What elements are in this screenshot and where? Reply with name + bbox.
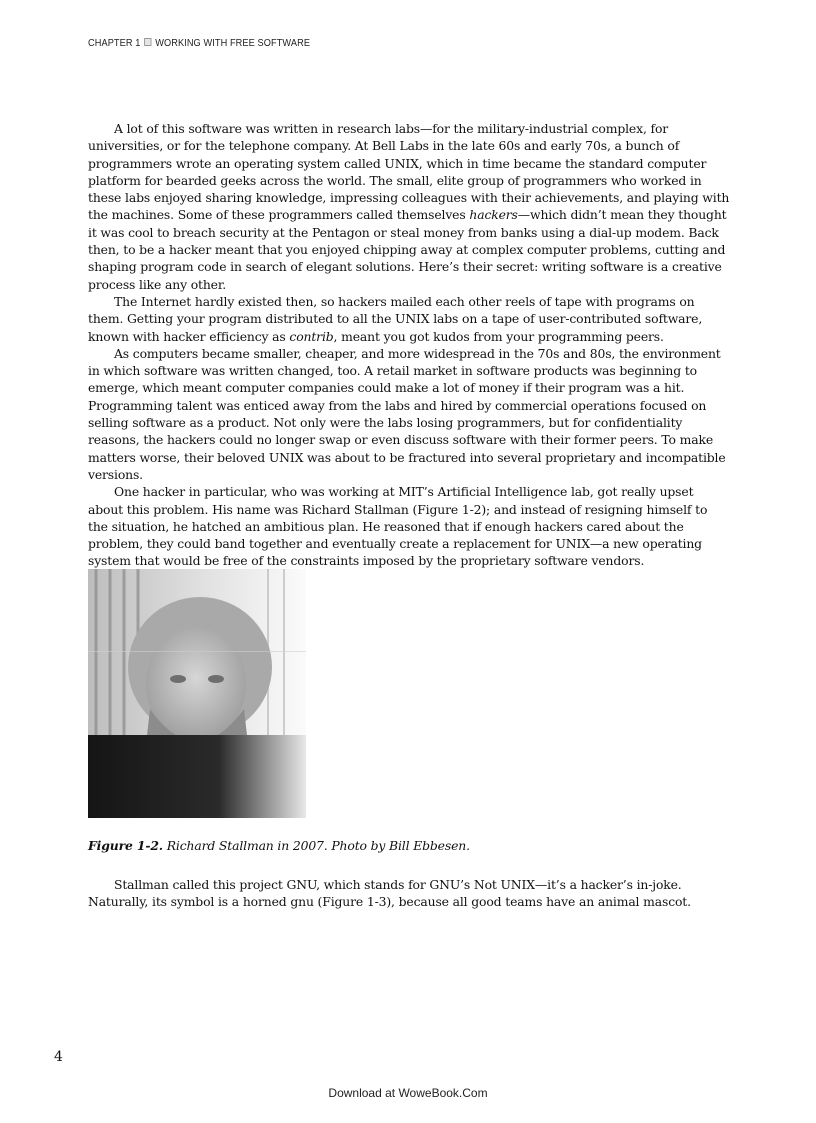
stallman-photo [88, 569, 306, 818]
paragraph-5: Stallman called this project GNU, which stands for GNU’s Not UNIX—it’s a hacker’s in-joke. Naturally, its symbol is a horned gnu (Figure 1-3), because all good teams have an animal mascot. [88, 877, 691, 910]
paragraph-4: One hacker in particular, who was working at MIT’s Artificial Intelligence lab, got really upset about this problem. His name was Richard Stallman (Figure 1-2); and instead of resigning himself to the situation, he hatched an ambitious plan. He reasoned that if enough hackers cared about the problem, they could band together and eventually create a replacement for UNIX—a new operating system that would be free of the constraints imposed by the proprietary software vendors. [88, 484, 708, 569]
chapter-label: CHAPTER 1 [88, 38, 141, 49]
body-text [88, 120, 730, 570]
portrait-illustration [88, 569, 306, 818]
paragraph-3: As computers became smaller, cheaper, and more widespread in the 70s and 80s, the environment in which software was written changed, too. A retail market in software products was beginning to emerge, which meant computer companies could make a lot of money if their program was a hit. Programming talent was enticed away from the labs and hired by commercial operations focused on selling software as a product. Not only were the labs losing programmers, but for confidentiality reasons, the hackers could no longer swap or even discuss software with their former peers. To make matters worse, their beloved UNIX was about to be fractured into several proprietary and incompatible versions. [88, 345, 726, 482]
body-text-continued [88, 876, 730, 911]
figure-caption-text: Richard Stallman in 2007. Photo by Bill Ebbesen. [162, 838, 470, 853]
paragraph-2: The Internet hardly existed then, so hackers mailed each other reels of tape with programs on them. Getting your program distributed to all the UNIX labs on a tape of user-contributed software, known with hacker efficiency as contrib, meant you got kudos from your programming peers. [88, 293, 703, 344]
chapter-title: WORKING WITH FREE SOFTWARE [155, 38, 311, 49]
download-footer: Download at WoweBook.Com [328, 1086, 488, 1100]
separator-square-icon [144, 38, 151, 46]
emphasis-contrib: contrib [289, 328, 334, 344]
figure-caption [88, 838, 470, 853]
emphasis-hackers: hackers [469, 207, 518, 223]
running-head [88, 38, 310, 49]
figure-label: Figure 1-2. [88, 838, 163, 853]
page-number: 4 [54, 1049, 63, 1065]
paragraph-1: A lot of this software was written in research labs—for the military-industrial complex, for universities, or for the telephone company. At Bell Labs in the late 60s and early 70s, a bunch of programmers wrote an operating system called UNIX, which in time became the standard computer platform for bearded geeks across the world. The small, elite group of programmers who worked in these labs enjoyed sharing knowledge, impressing colleagues with their achievements, and playing with the machines. Some of these programmers called themselves hackers—which didn’t mean they thought it was cool to breach security at the Pentagon or steal money from banks using a dial-up modem. Back then, to be a hacker meant that you enjoyed chipping away at complex computer problems, cutting and shaping program code in search of elegant solutions. Here’s their secret: writing software is a creative process like any other. [88, 121, 730, 292]
